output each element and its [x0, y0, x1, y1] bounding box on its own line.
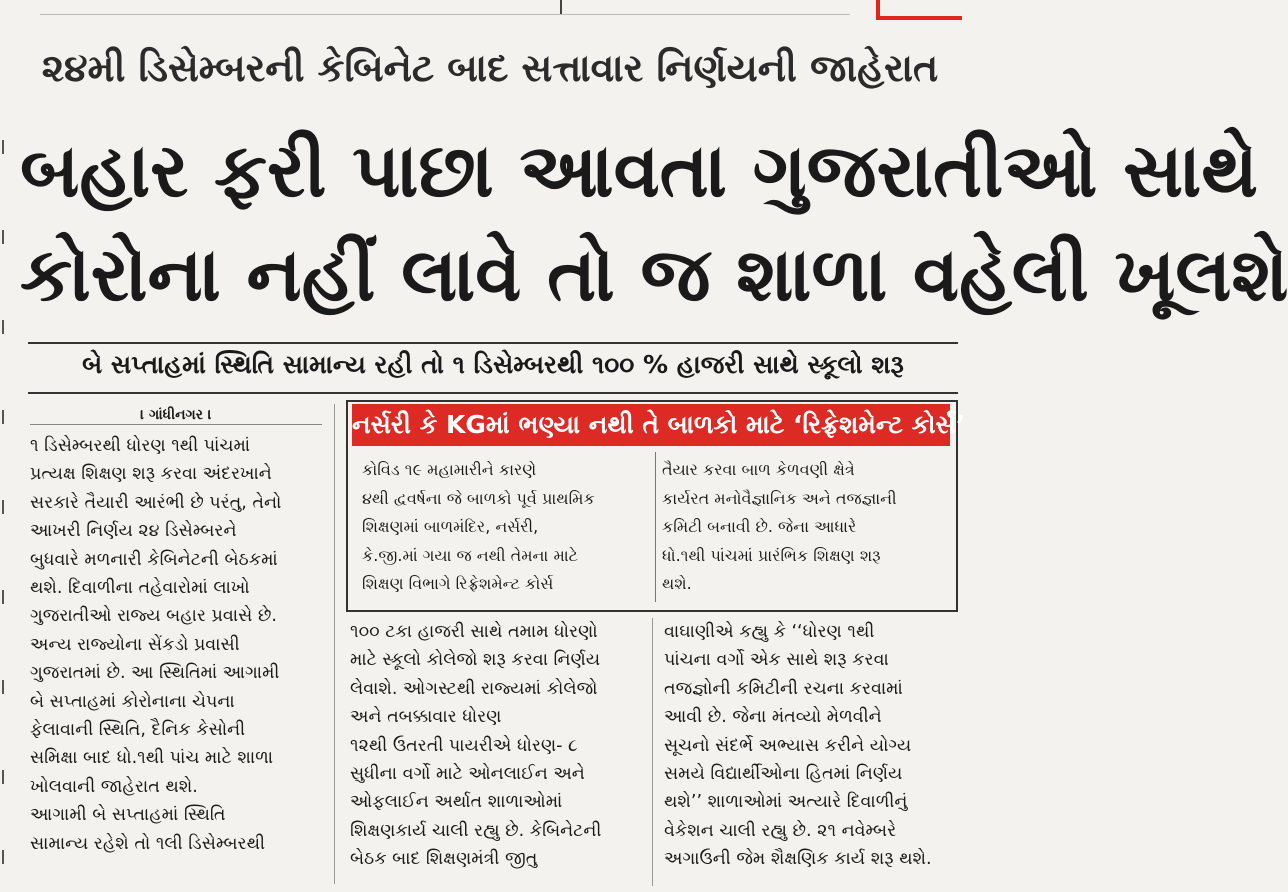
- column-divider-2: [652, 618, 653, 886]
- page-top-border: [0, 0, 970, 22]
- body-column-2: ૧૦૦ ટકા હાજરી સાથે તમામ ધોરણો માટે સ્કૂલો કોલેજો શરૂ કરવા નિર્ણય લેવાશે. ઓગસ્ટથી રાજ્યમાં કોલેજો અને તબક્કાવાર ધોરણ ૧૨થી ઉતરતી પાયરીએ ધોરણ- ૮ સુધીના વર્ગો માટે ઓનલાઈન અને ઓફલાઈન અર્થાત શાળાઓમાં શિક્ષણકાર્ય ચાલી રહ્યુ છે. કેબિનેટની બેઠક બાદ શિક્ષણમંત્રી જીતુ: [350, 622, 602, 870]
- subheadline: બે સપ્તાહમાં સ્થિતિ સામાન્ય રહી તો ૧ ડિસેમ્બરથી ૧૦૦ % હાજરી સાથે સ્કૂલો શરૂ: [82, 350, 904, 379]
- subhead-bottom-rule: [28, 392, 958, 394]
- red-corner-mark: [876, 0, 962, 20]
- sidebox-column-2: તૈયાર કરવા બાળ કેળવણી ક્ષેત્રે કાર્યરત મનોવૈજ્ઞાનિક અને તજજ્ઞાની કમિટી બનાવી છે. જેના આધારે ધો.૧થી પાંચમાં પ્રારંભિક શિક્ષણ શરૂ થશે.: [662, 460, 897, 593]
- column-divider: [334, 404, 335, 884]
- headline-line-1: બહાર ફરી પાછા આવતા ગુજરાતીઓ સાથે: [20, 128, 1258, 214]
- kicker-line: ૨૪મી ડિસેમ્બરની કેબિનેટ બાદ સત્તાવાર નિર્ણયની જાહેરાત: [41, 46, 939, 90]
- sidebox-divider: [655, 452, 656, 602]
- subhead-top-rule: [28, 342, 958, 344]
- sidebox-banner: નર્સરી કે KGમાં ભણ્યા નથી તે બાળકો માટે ‘રિફ્રેશમેન્ટ કોર્સ’: [352, 404, 950, 446]
- top-rule: [40, 14, 850, 15]
- top-tick: [560, 0, 562, 14]
- body-column-3: વાઘાણીએ કહ્યુ કે ‘‘ધોરણ ૧થી પાંચના વર્ગો એક સાથે શરૂ કરવા તજજ્ઞોની કમિટીની રચના કરવામાં આવી છે. જેના મંતવ્યો મેળવીને સૂચનો સંદર્ભે અભ્યાસ કરીને યોગ્ય સમયે વિદ્યાર્થીઓના હિતમાં નિર્ણય થશે’’ શાળાઓમાં અત્યારે દિવાળીનું વેકેશન ચાલી રહ્યુ છે. ૨૧ નવેમ્બરે અગાઉની જેમ શૈક્ષણિક કાર્ય શરૂ થશે.: [664, 622, 932, 870]
- dateline: । ગાંધીનગર ।: [134, 407, 217, 423]
- sidebox-column-1: કોવિડ ૧૯ મહામારીને કારણે ૪થી દ્વવર્ષના જે બાળકો પૂર્વ પ્રાથમિક શિક્ષણમાં બાળમંદિર, નર્સરી, કે.જી.માં ગયા જ નથી તેમના માટે શિક્ષણ વિભાગે રિફ્રેશમેન્ટ કોર્સ: [362, 460, 595, 593]
- left-margin-fragment: [0, 110, 14, 890]
- body-column-1: ૧ ડિસેમ્બરથી ધોરણ ૧થી પાંચમાં પ્રત્યક્ષ શિક્ષણ શરૂ કરવા અંદરખાને સરકારે તૈયારી આરંભી છે પરંતુ, તેનો આખરી નિર્ણય ૨૪ ડિસેમ્બરને બુધવારે મળનારી કેબિનેટની બેઠકમાં થશે. દિવાળીના તહેવારોમાં લાખો ગુજરાતીઓ રાજ્ય બહાર પ્રવાસે છે. અન્ય રાજ્યોના સેંકડો પ્રવાસી ગુજરાતમાં છે. આ સ્થિતિમાં આગામી બે સપ્તાહમાં કોરોનાના ચેપના ફેલાવાની સ્થિતિ, દૈનિક કેસોની સમિક્ષા બાદ ધો.૧થી પાંચ માટે શાળા ખોલવાની જાહેરાત થશે. આગામી બે સપ્તાહમાં સ્થિતિ સામાન્ય રહેશે તો ૧લી ડિસેમ્બરથી: [30, 436, 282, 854]
- headline-line-2: કોરોના નહીં લાવે તો જ શાળા વહેલી ખૂલશે: [20, 232, 1288, 318]
- dateline-row: [30, 404, 322, 425]
